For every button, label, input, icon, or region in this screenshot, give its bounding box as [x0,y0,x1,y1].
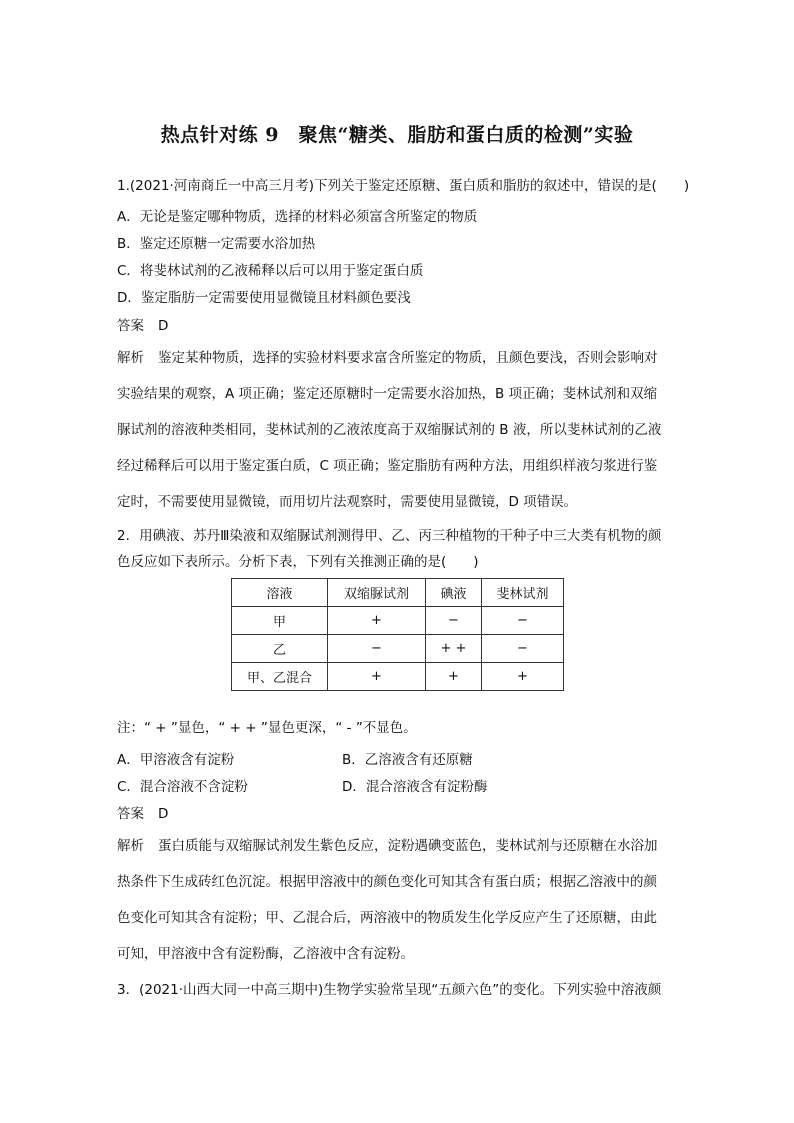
answer-label: 答案 [117,806,144,822]
analysis-label: 解析 [117,350,144,366]
question-2-stem: 2．用碘液、苏丹Ⅲ染液和双缩脲试剂测得甲、乙、丙三种植物的干种子中三大类有机物的颜 [117,528,662,544]
table-row [232,663,564,691]
question-3-stem: 3．(2021·山西大同一中高三期中)生物学实验常呈现“五颜六色”的变化。下列实验中溶液颜 [117,982,662,998]
table-row [232,607,564,635]
question-1-option-b: B．鉴定还原糖一定需要水浴加热 [117,236,316,252]
question-2-option-a: A．甲溶液含有淀粉 [117,752,235,768]
analysis-label: 解析 [117,838,144,854]
question-1-stem: 1.(2021·河南商丘一中高三月考)下列关于鉴定还原糖、蛋白质和脂肪的叙述中，错误的是( ) [117,178,690,194]
table-header: 碘液 [426,579,482,607]
table-header: 斐林试剂 [482,579,564,607]
table-cell: 甲、乙混合 [232,663,328,691]
question-1-option-a: A．无论是鉴定哪种物质，选择的材料必须富含所鉴定的物质 [117,209,478,225]
analysis-text: 蛋白质能与双缩脲试剂发生紫色反应，淀粉遇碘变蓝色，斐林试剂与还原糖在水浴加 [158,838,658,854]
analysis-text: 鉴定某种物质，选择的实验材料要求富含所鉴定的物质，且颜色要浅，否则会影响对 [158,350,658,366]
question-1-option-c: C．将斐林试剂的乙液稀释以后可以用于鉴定蛋白质 [117,263,424,279]
answer-label: 答案 [117,318,144,334]
reaction-table [231,578,564,691]
table-cell: + [328,607,426,635]
table-cell: + [426,663,482,691]
question-2-analysis-line: 热条件下生成砖红色沉淀。根据甲溶液中的颜色变化可知其含有蛋白质；根据乙溶液中的颜 [117,874,657,890]
table-cell: 甲 [232,607,328,635]
table-row [232,635,564,663]
question-2-options-row [117,777,683,797]
table-cell: + + [426,635,482,663]
page-title: 热点针对练 9 聚焦“糖类、脂肪和蛋白质的检测”实验 [160,124,634,146]
question-2-analysis-line [117,836,683,856]
question-1-answer [117,316,683,336]
table-note: 注：“ + ”显色，“ + + ”显色更深，“ - ”不显色。 [117,720,417,736]
question-2-analysis-line: 可知，甲溶液中含有淀粉酶，乙溶液中含有淀粉。 [117,946,414,962]
table-cell: − [328,635,426,663]
table-header: 双缩脲试剂 [328,579,426,607]
question-2-options-row [117,750,683,770]
question-1-analysis-line [117,348,683,368]
table-header: 溶液 [232,579,328,607]
table-cell: + [328,663,426,691]
answer-value: D [158,806,169,822]
question-2-stem: 色反应如下表所示。分析下表，下列有关推测正确的是( ) [117,554,479,570]
question-1-analysis-line: 经过稀释后可以用于鉴定蛋白质，C 项正确；鉴定脂肪有两种方法，用组织样液匀浆进行鉴 [117,458,658,474]
question-1-analysis-line: 实验结果的观察，A 项正确；鉴定还原糖时一定需要水浴加热，B 项正确；斐林试剂和双缩 [117,386,658,402]
table-cell: + [482,663,564,691]
table-header-row [232,579,564,607]
table-cell: − [482,607,564,635]
table-cell: − [482,635,564,663]
question-1-option-d: D．鉴定脂肪一定需要使用显微镜且材料颜色要浅 [117,290,411,306]
question-2-analysis-line: 色变化可知其含有淀粉；甲、乙混合后，两溶液中的物质发生化学反应产生了还原糖，由此 [117,910,657,926]
table-cell: 乙 [232,635,328,663]
question-2-option-c: C．混合溶液不含淀粉 [117,779,248,795]
answer-value: D [158,318,169,334]
question-2-option-d: D．混合溶液含有淀粉酶 [342,779,488,795]
question-2-option-b: B．乙溶液含有还原糖 [342,752,473,768]
table-cell: − [426,607,482,635]
question-1-analysis-line: 脲试剂的溶液种类相同，斐林试剂的乙液浓度高于双缩脲试剂的 B 液，所以斐林试剂的乙液 [117,422,662,438]
question-2-answer [117,804,683,824]
question-1-analysis-line: 定时，不需要使用显微镜，而用切片法观察时，需要使用显微镜，D 项错误。 [117,494,578,510]
